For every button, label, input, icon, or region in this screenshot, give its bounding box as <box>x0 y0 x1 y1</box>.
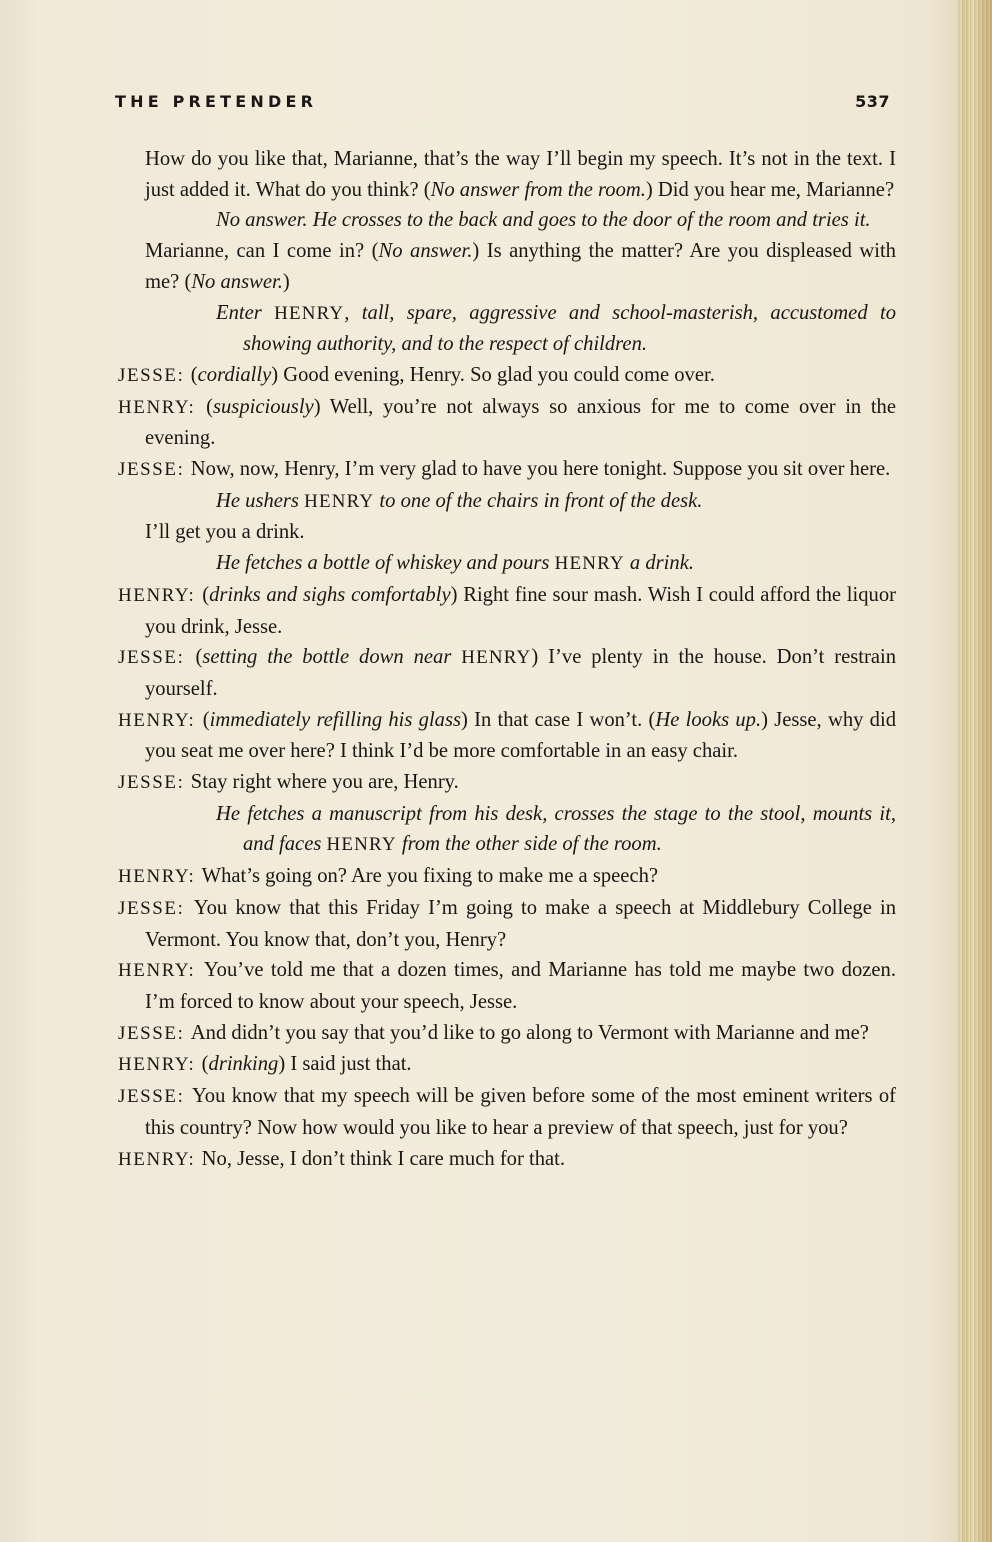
inline-direction: No answer from the room. <box>430 178 646 201</box>
speaker-name: JESSE <box>118 647 178 669</box>
speech-text: In that case I won’t. <box>467 708 649 731</box>
dialogue-line: HENRY: (drinks and sighs comfortably) Right fine sour mash. Wish I could afford the liquor you drink, Jesse. <box>118 583 897 638</box>
direction-text: to one of the chairs in front of the desk. <box>374 489 703 512</box>
speech-text: Now, now, Henry, I’m very glad to have you here tonight. Suppose you sit over here. <box>190 458 891 481</box>
character-name: HENRY <box>554 553 625 575</box>
speaker-name: HENRY <box>118 1148 189 1170</box>
direction-text: He ushers <box>216 489 305 512</box>
dialogue-line: HENRY: (suspiciously) Well, you’re not always so anxious for me to come over in the evening. <box>118 395 896 450</box>
speech-text: I’ve plenty in the house. Don’t restrain yourself. <box>145 646 896 700</box>
inline-direction: cordially <box>197 363 272 386</box>
direction-text: Enter <box>216 301 275 324</box>
speaker-name: JESSE <box>118 897 178 919</box>
speaker-name: HENRY <box>118 960 189 982</box>
inline-direction: No answer. <box>378 240 473 263</box>
inline-direction: He looks up. <box>655 708 762 731</box>
page-header <box>115 92 890 116</box>
stage-direction <box>118 298 896 360</box>
character-name: HENRY <box>326 834 397 856</box>
stage-direction <box>118 799 896 861</box>
dialogue-line: JESSE: You know that this Friday I’m going to make a speech at Middlebury College in Vermont. You know that, don’t you, Henry? <box>118 896 896 951</box>
inline-direction: immediately refilling his glass <box>209 708 461 731</box>
speech-continuation: How do you like that, Marianne, that’s the way I’ll begin my speech. It’s not in the text. I just added it. What do you think? (No answer from the room.) Did you hear me, Marianne? <box>145 148 896 201</box>
speech-continuation: Marianne, can I come in? (No answer.) Is anything the matter? Are you displeased with me? (No answer.) <box>145 240 896 293</box>
stage-direction <box>118 548 896 580</box>
speech-text: And didn’t you say that you’d like to go along to Vermont with Marianne and me? <box>190 1021 869 1044</box>
page-edge <box>958 0 992 1542</box>
dialogue-line: JESSE: (cordially) Good evening, Henry. So glad you could come over. <box>118 363 715 386</box>
speech-text: How do you like that, Marianne, that’s the way I’ll begin my speech. It’s not in the text. I just added it. What do you think? <box>145 148 896 201</box>
speaker-name: JESSE <box>118 459 178 481</box>
direction-text: He fetches a manuscript from his desk, crosses the stage to the stool, mounts it, and faces <box>216 802 896 856</box>
running-head: THE PRETENDER <box>115 92 318 111</box>
dialogue-line: JESSE: Stay right where you are, Henry. <box>118 771 459 794</box>
dialogue-line: HENRY: What’s going on? Are you fixing to make me a speech? <box>118 865 659 888</box>
speaker-name: HENRY <box>118 396 189 418</box>
speech-text: You know that this Friday I’m going to make a speech at Middlebury College in Vermont. You know that, don’t you, Henry? <box>145 896 896 951</box>
stage-direction: No answer. He crosses to the back and goes to the door of the room and tries it. <box>216 209 871 232</box>
speech-text: What’s going on? Are you fixing to make me a speech? <box>201 865 659 888</box>
dialogue-line: HENRY: No, Jesse, I don’t think I care much for that. <box>118 1147 566 1170</box>
inline-direction: setting the bottle down near <box>202 646 462 669</box>
speech-text: Right fine sour mash. Wish I could afford the liquor you drink, Jesse. <box>145 583 897 638</box>
dialogue-line: JESSE: Now, now, Henry, I’m very glad to have you here tonight. Suppose you sit over here. <box>118 458 891 481</box>
character-name: HENRY <box>461 647 532 669</box>
direction-text: from the other side of the room. <box>396 833 662 856</box>
speech-text: You’ve told me that a dozen times, and Marianne has told me maybe two dozen. I’m forced to know about your speech, Jesse. <box>145 959 896 1013</box>
speech-text: Well, you’re not always so anxious for me to come over in the evening. <box>145 395 896 450</box>
dialogue-line: JESSE: You know that my speech will be given before some of the most eminent writers of this country? Now how would you like to hear a preview of that speech, just for you? <box>118 1085 896 1139</box>
speech-text: Jesse, why did you seat me over here? I think I’d be more comfortable in an easy chair. <box>145 708 896 763</box>
speaker-name: JESSE <box>118 364 178 386</box>
character-name: HENRY <box>304 490 375 512</box>
dialogue-line: HENRY: You’ve told me that a dozen times, and Marianne has told me maybe two dozen. I’m forced to know about your speech, Jesse. <box>118 959 896 1013</box>
speech-text: Is anything the matter? Are you displeased with me? <box>145 240 896 293</box>
page-number: 537 <box>855 92 890 111</box>
inline-direction: drinks and sighs comfortably <box>209 583 451 606</box>
speaker-name: HENRY <box>118 584 189 606</box>
dialogue-line: JESSE: And didn’t you say that you’d like to go along to Vermont with Marianne and me? <box>118 1021 869 1044</box>
direction-text: a drink. <box>624 552 694 575</box>
speaker-name: HENRY <box>118 1054 189 1076</box>
speaker-name: JESSE <box>118 1086 178 1108</box>
dialogue-line: JESSE: (setting the bottle down near HENRY) I’ve plenty in the house. Don’t restrain yourself. <box>118 646 896 700</box>
inline-direction: suspiciously <box>213 395 314 418</box>
speech-text: I said just that. <box>285 1053 412 1076</box>
inline-direction: No answer. <box>191 270 283 293</box>
speech-text: Marianne, can I come in? <box>145 240 372 263</box>
speaker-name: HENRY <box>118 709 189 731</box>
inline-direction: drinking <box>208 1053 279 1076</box>
direction-text: He fetches a bottle of whiskey and pours <box>216 552 555 575</box>
dialogue-line: HENRY: (drinking) I said just that. <box>118 1053 412 1076</box>
speaker-name: JESSE <box>118 1022 178 1044</box>
speech-text: Good evening, Henry. So glad you could come over. <box>278 363 715 386</box>
character-name: HENRY <box>274 302 345 324</box>
speech-text: You know that my speech will be given before some of the most eminent writers of this country? Now how would you like to hear a preview of that speech, just for you? <box>145 1085 896 1139</box>
speaker-name: JESSE <box>118 772 178 794</box>
speech-text: Did you hear me, Marianne? <box>652 178 895 201</box>
speech-text: Stay right where you are, Henry. <box>190 771 459 794</box>
speech-continuation: I’ll get you a drink. <box>145 521 305 544</box>
speaker-name: HENRY <box>118 866 189 888</box>
stage-direction <box>118 486 896 518</box>
dialogue-line: HENRY: (immediately refilling his glass) In that case I won’t. (He looks up.) Jesse, why did you seat me over here? I think I’d be more comfortable in an easy chair. <box>118 708 896 763</box>
direction-text: , tall, spare, aggressive and school-masterish, accustomed to showing authority, and to the respect of children. <box>243 301 896 356</box>
speech-text: No, Jesse, I don’t think I care much for that. <box>201 1147 566 1170</box>
play-text <box>118 144 896 1175</box>
